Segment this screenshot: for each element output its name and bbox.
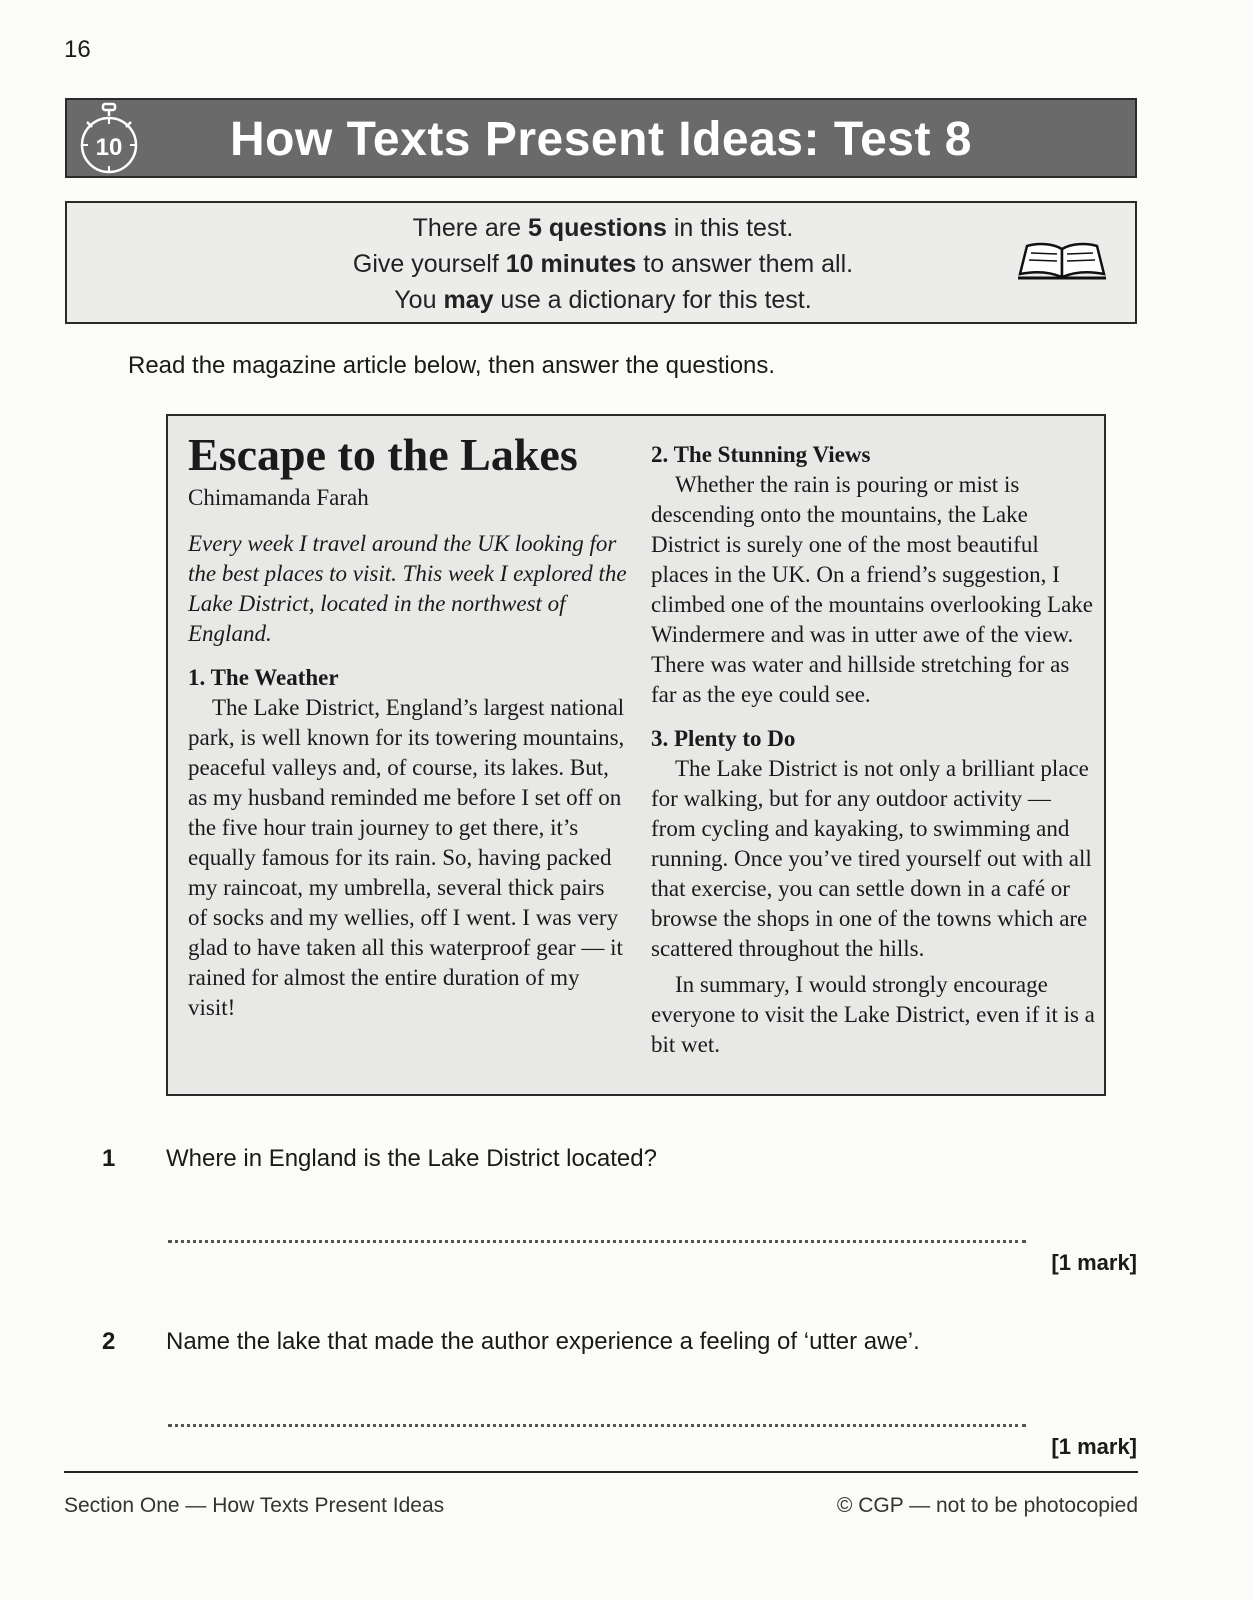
question-text: Where in England is the Lake District located? xyxy=(166,1145,657,1172)
section-text-weather: The Lake District, England’s largest national park, is well known for its towering mountains, peaceful valleys and, of course, its lakes. But, as my husband reminded me before I set off on the five hour train journey to get there, it’s equally famous for its rain. So, having packed my raincoat, my umbrella, several thick pairs of socks and my wellies, off I went. I was very glad to have taken all this waterproof gear — it rained for almost the entire duration of my visit! xyxy=(188,694,625,1020)
summary-text: In summary, I would strongly encourage everyone to visit the Lake District, even if it is a bit wet. xyxy=(651,972,1095,1057)
mark-label: [1 mark] xyxy=(1051,1250,1137,1275)
info-line-time: Give yourself 10 minutes to answer them all. xyxy=(352,250,854,278)
instruction-text: Read the magazine article below, then answer the questions. xyxy=(128,352,776,379)
question-number: 1 xyxy=(102,1145,116,1172)
page-number: 16 xyxy=(64,36,91,63)
page-title: How Texts Present Ideas: Test 8 xyxy=(230,113,972,166)
timer-label: 10 xyxy=(95,134,123,161)
section-heading-plenty: 3. Plenty to Do xyxy=(651,726,796,751)
section-heading-views: 2. The Stunning Views xyxy=(651,442,871,467)
answer-line-1[interactable] xyxy=(168,1240,1026,1243)
section-text-plenty: The Lake District is not only a brilliant place for walking, but for any outdoor activity — from cycling and kayaking, to swimming and running. Once you’ve tired yourself out with all that exercise, you can settle down in a café or browse the shops in one of the towns which are scattered throughout the hills. xyxy=(651,756,1092,961)
article-author: Chimamanda Farah xyxy=(188,484,369,510)
info-line-questions: There are 5 questions in this test. xyxy=(412,214,794,242)
article-right-column xyxy=(651,440,1096,1060)
article-left-column xyxy=(188,430,628,1023)
answer-line-2[interactable] xyxy=(168,1424,1026,1427)
question-text: Name the lake that made the author experience a feeling of ‘utter awe’. xyxy=(166,1328,920,1355)
footer-copyright: © CGP — not to be photocopied xyxy=(836,1494,1138,1517)
test-info-box xyxy=(65,201,1137,324)
book-icon xyxy=(1017,241,1107,281)
section-text-views: Whether the rain is pouring or mist is descending onto the mountains, the Lake District is surely one of the most beautiful places in the UK. On a friend’s suggestion, I climbed one of the mountains overlooking Lake Windermere and was in utter awe of the view. There was water and hillside stretching for as far as the eye could see. xyxy=(651,472,1093,707)
title-bar xyxy=(65,98,1137,178)
section-heading-weather: 1. The Weather xyxy=(188,664,339,690)
article-title: Escape to the Lakes xyxy=(188,429,578,480)
footer-section: Section One — How Texts Present Ideas xyxy=(64,1494,445,1517)
magazine-article xyxy=(166,414,1106,1096)
article-intro: Every week I travel around the UK looking for the best places to visit. This week I explored the Lake District, located in the northwest of England. xyxy=(188,530,627,646)
info-line-dictionary: You may use a dictionary for this test. xyxy=(394,286,812,314)
question-number: 2 xyxy=(102,1328,116,1355)
mark-label: [1 mark] xyxy=(1051,1434,1137,1459)
footer-divider xyxy=(64,1471,1138,1473)
